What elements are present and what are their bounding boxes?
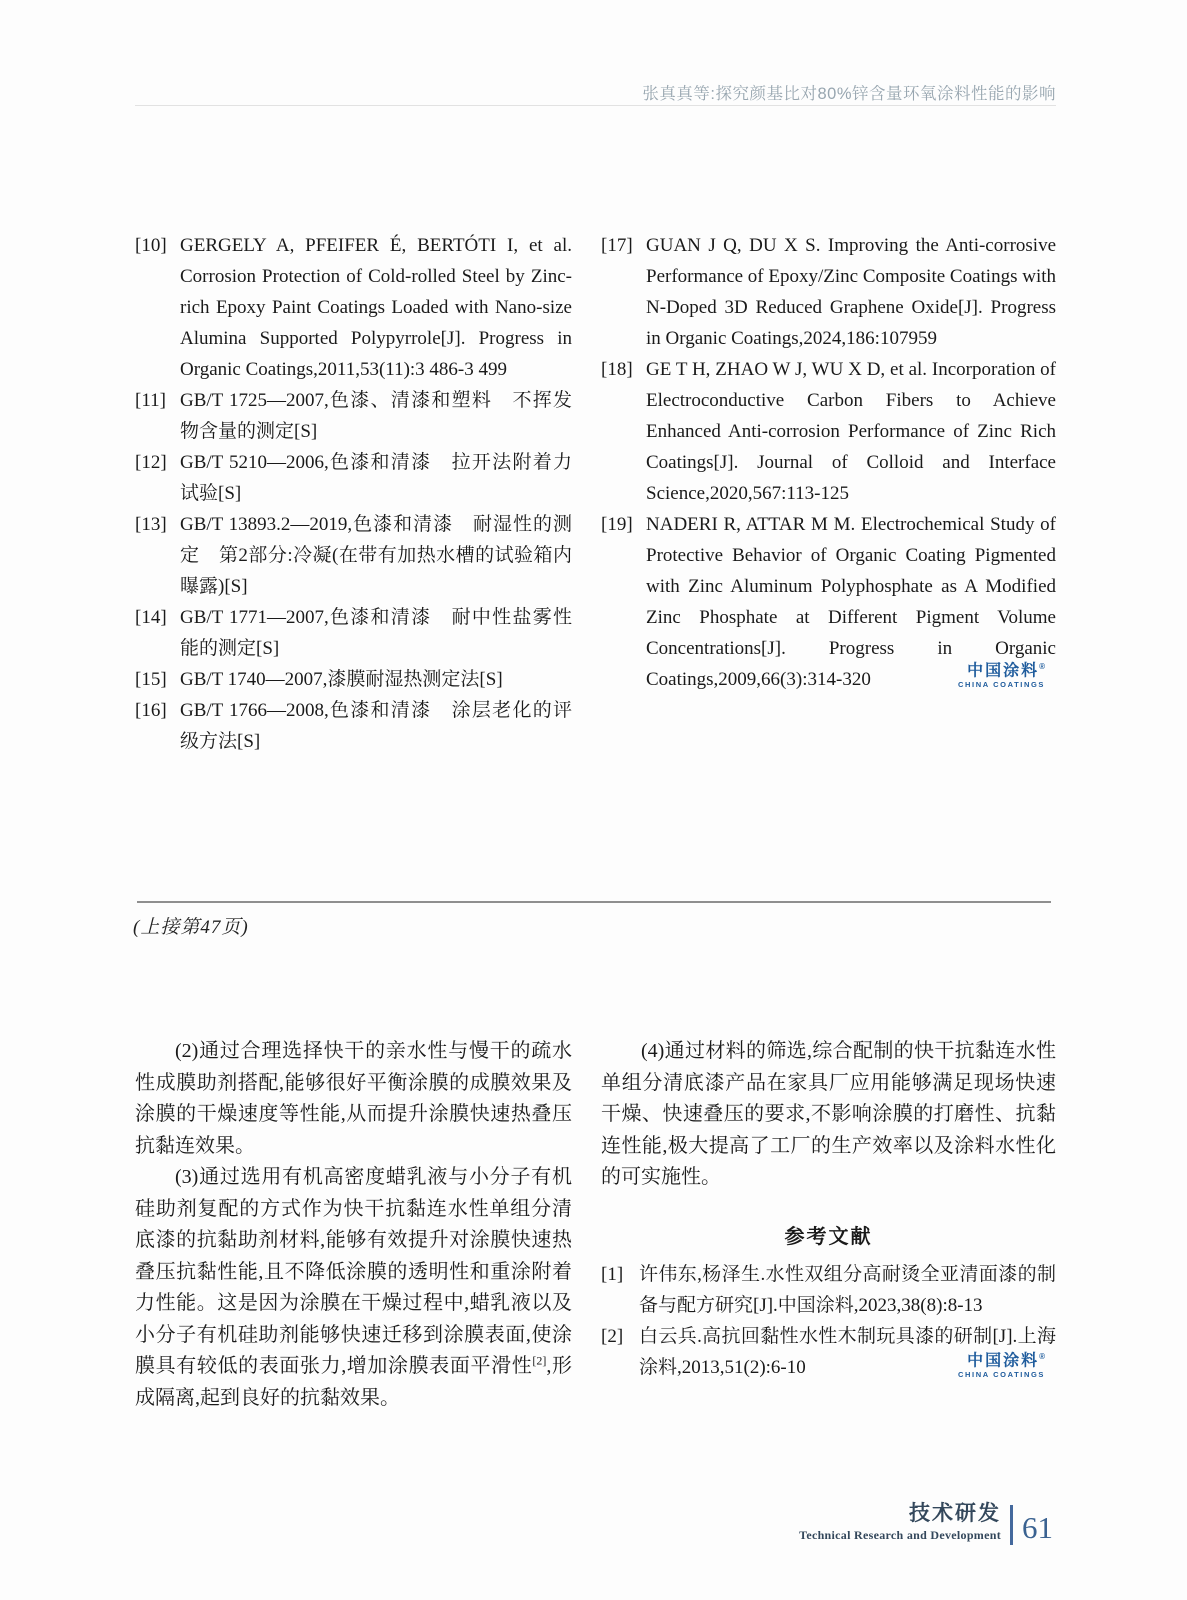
ref-number: [19] bbox=[601, 514, 633, 535]
reference-item bbox=[601, 1259, 1056, 1321]
reference-item bbox=[135, 602, 572, 664]
ref-text: GE T H, ZHAO W J, WU X D, et al. Incorporation of Electroconductive Carbon Fibers to Achieve Enhanced Anti-corrosion Performance of Zinc Rich Coatings[J]. Journal of Colloid and Interface Science,2020,567:113-125 bbox=[646, 359, 1056, 504]
ref-text: GB/T 1725—2007,色漆、清漆和塑料 不挥发物含量的测定[S] bbox=[180, 390, 572, 442]
running-title: 张真真等:探究颜基比对80%锌含量环氧涂料性能的影响 bbox=[642, 85, 1056, 103]
citation-superscript: [2] bbox=[532, 1353, 547, 1368]
ref-number: [12] bbox=[135, 452, 167, 473]
logo-wordmark: 中国涂料® bbox=[967, 1352, 1045, 1370]
reference-item bbox=[135, 695, 572, 757]
ref-number: [11] bbox=[135, 390, 166, 411]
ref-number: [10] bbox=[135, 235, 167, 256]
references-heading: 参考文献 bbox=[784, 1225, 873, 1248]
ref-text: GB/T 1771—2007,色漆和清漆 耐中性盐雾性能的测定[S] bbox=[180, 607, 572, 659]
logo-registered-mark: ® bbox=[1039, 1352, 1045, 1361]
ref-number: [1] bbox=[601, 1263, 624, 1285]
ref-number: [2] bbox=[601, 1325, 624, 1347]
logo-registered-mark: ® bbox=[1039, 662, 1045, 671]
logo-wordmark: 中国涂料® bbox=[967, 662, 1045, 680]
reference-item bbox=[135, 230, 572, 385]
footer-divider-bar bbox=[1010, 1505, 1013, 1545]
reference-list-left bbox=[135, 230, 572, 757]
reference-item bbox=[601, 230, 1056, 354]
section-divider bbox=[137, 901, 1051, 903]
paragraph-4: (4)通过材料的筛选,综合配制的快干抗黏连水性单组分清底漆产品在家具厂应用能够满足现场快速干燥、快速叠压的要求,不影响涂膜的打磨性、抗黏连性能,极大提高了工厂的生产效率以及涂料水性化的可实施性。 bbox=[601, 1040, 1056, 1188]
ref-text: NADERI R, ATTAR M M. Electrochemical Study of Protective Behavior of Organic Coating Pigmented with Zinc Aluminum Polyphosphate as A Modified Zinc Phosphate at Different Pigment Volume Concentrations[J]. Progress in Organic Coatings,2009,66(3):314-320 bbox=[646, 514, 1056, 690]
ref-number: [18] bbox=[601, 359, 633, 380]
page-number: 61 bbox=[1022, 1510, 1053, 1545]
ref-number: [17] bbox=[601, 235, 633, 256]
ref-text: GB/T 1766—2008,色漆和清漆 涂层老化的评级方法[S] bbox=[180, 700, 572, 752]
reference-item bbox=[601, 354, 1056, 509]
ref-text: 许伟东,杨泽生.水性双组分高耐烫全亚清面漆的制备与配方研究[J].中国涂料,2023,38(8):8-13 bbox=[639, 1263, 1056, 1316]
ref-text: GB/T 5210—2006,色漆和清漆 拉开法附着力试验[S] bbox=[180, 452, 572, 504]
logo-subtitle: CHINA COATINGS bbox=[958, 1369, 1045, 1379]
ref-number: [16] bbox=[135, 700, 167, 721]
footer-section bbox=[799, 1497, 1001, 1545]
page-footer bbox=[799, 1497, 1053, 1545]
ref-number: [15] bbox=[135, 669, 167, 690]
reference-item bbox=[135, 385, 572, 447]
ref-text: GB/T 13893.2—2019,色漆和清漆 耐湿性的测定 第2部分:冷凝(在带有加热水槽的试验箱内曝露)[S] bbox=[180, 514, 572, 597]
logo-subtitle: CHINA COATINGS bbox=[958, 679, 1045, 689]
ref-text: 白云兵.高抗回黏性水性木制玩具漆的研制[J].上海涂料,2013,51(2):6-10 bbox=[639, 1325, 1056, 1378]
footer-section-subtitle: Technical Research and Development bbox=[799, 1528, 1001, 1542]
ref-number: [14] bbox=[135, 607, 167, 628]
paragraph-3: (3)通过选用有机高密度蜡乳液与小分子有机硅助剂复配的方式作为快干抗黏连水性单组分清底漆的抗黏助剂材料,能够有效提升对涂膜快速热叠压抗黏性能,且不降低涂膜的透明性和重涂附着力性能。这是因为涂膜在干燥过程中,蜡乳液以及小分子有机硅助剂能够快速迁移到涂膜表面,使涂膜具有较低的表面张力,增加涂膜表面平滑性[2],形成隔离,起到良好的抗黏效果。 bbox=[135, 1166, 573, 1409]
reference-item bbox=[135, 664, 572, 695]
continuation-note: (上接第47页) bbox=[133, 917, 249, 938]
ref-text: GERGELY A, PFEIFER É, BERTÓTI I, et al. Corrosion Protection of Cold-rolled Steel by Zinc-rich Epoxy Paint Coatings Loaded with Nano-size Alumina Supported Polypyrrole[J]. Progress in Organic Coatings,2011,53(11):3 486-3 499 bbox=[180, 235, 572, 380]
body-column-left bbox=[135, 1036, 572, 1414]
paragraph-2: (2)通过合理选择快干的亲水性与慢干的疏水性成膜助剂搭配,能够很好平衡涂膜的成膜效果及涂膜的干燥速度等性能,从而提升涂膜快速热叠压抗黏连效果。 bbox=[135, 1040, 572, 1157]
ref-number: [13] bbox=[135, 514, 167, 535]
reference-item bbox=[135, 447, 572, 509]
china-coatings-logo bbox=[958, 1352, 1045, 1379]
header-rule bbox=[135, 105, 1056, 106]
references-top bbox=[135, 230, 1056, 757]
ref-text: GB/T 1740—2007,漆膜耐湿热测定法[S] bbox=[180, 669, 503, 690]
ref-text: GUAN J Q, DU X S. Improving the Anti-corrosive Performance of Epoxy/Zinc Composite Coatings with N-Doped 3D Reduced Graphene Oxide[J]. Progress in Organic Coatings,2024,186:107959 bbox=[646, 235, 1057, 349]
article-body bbox=[135, 1036, 1056, 1414]
reference-item bbox=[135, 509, 572, 602]
footer-section-title: 技术研发 bbox=[909, 1502, 1001, 1525]
china-coatings-logo bbox=[958, 662, 1045, 689]
